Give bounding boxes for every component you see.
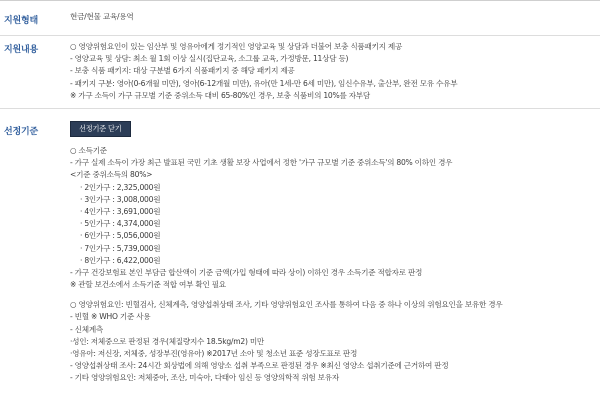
household-amount: · 2인가구 : 2,325,000원	[80, 182, 161, 192]
support-content-label: 지원내용	[4, 45, 38, 55]
support-type-text: 현금/현물 교육/용역	[70, 12, 134, 21]
content-line: ※ 가구 소득이 가구 규모별 기준 중위소득 대비 65-80%인 경우, 보충 식품비의 10%를 자부담	[70, 90, 370, 100]
content-line: ○ 영양위험요인이 있는 임산부 및 영유아에게 정기적인 영양교육 및 상담과 더불어 보충 식품패키지 제공	[70, 42, 403, 51]
risk-line: ·성인: 저체중으로 판정된 경우(체질량지수 18.5kg/m2) 미만	[70, 336, 265, 346]
content-line: - 패키지 구분: 영아(0-6개월 미만), 영아(6-12개월 미만), 유아(만 1세-만 6세 미만), 임신수유부, 출산부, 완전 모유 수유부	[70, 78, 458, 88]
household-amount: · 5인가구 : 4,374,000원	[80, 219, 161, 229]
risk-line: ○ 영양위험요인: 빈혈검사, 신체계측, 영양섭취상태 조사, 기타 영양위험요인 조사를 통하여 다음 중 하나 이상의 위험요인을 보유한 경우	[70, 300, 503, 310]
household-amount: · 7인가구 : 5,739,000원	[80, 243, 161, 253]
income-line: <기준 중위소득의 80%>	[70, 170, 153, 180]
criteria-body	[70, 121, 595, 385]
support-type-row	[0, 0, 600, 35]
household-amount: · 3인가구 : 3,008,000원	[80, 194, 161, 204]
criteria-row	[0, 109, 600, 400]
block-gap	[70, 291, 595, 299]
income-line: ○ 소득기준	[70, 146, 107, 155]
income-line: - 가구 실제 소득이 가장 최근 발표된 국민 기초 생활 보장 사업에서 정한 '가구 규모별 기준 중위소득'의 80% 이하인 경우	[70, 158, 453, 168]
support-type-value	[70, 11, 595, 23]
risk-line: - 영양섭취상태 조사: 24시간 회상법에 의해 영양소 섭취 부족으로 판정된 경우 ※최신 영양소 섭취기준에 근거하여 판정	[70, 361, 449, 371]
household-amount: · 4인가구 : 3,691,000원	[80, 206, 161, 216]
content-line: - 영양교육 및 상담: 최소 월 1회 이상 실시(집단교육, 소그룹 교육, 가정방문, 11상담 등)	[70, 54, 349, 64]
income-line: ※ 관할 보건소에서 소득기준 적합 여부 확인 필요	[70, 280, 226, 290]
risk-line: - 기타 영양위험요인: 저체중아, 조산, 미숙아, 다태아 임신 등 영양의학적 위험 보유자	[70, 373, 339, 383]
criteria-close-button[interactable]: 선정기준 닫기	[70, 121, 131, 137]
criteria-button-wrap	[70, 121, 595, 145]
risk-line: - 신체계측	[70, 324, 103, 334]
support-content-row	[0, 36, 600, 108]
content-line: - 보충 식품 패키지: 대상 구분별 6가지 식품패키지 중 해당 패키지 제공	[70, 66, 295, 76]
income-line: - 가구 건강보험료 본인 부담금 합산액이 기준 금액(가입 형태에 따라 상이) 이하인 경우 소득기준 적합자로 판정	[70, 267, 423, 277]
risk-line: ·영유아: 저신장, 저체중, 성장부진(영유아) ※2017년 소아 및 청소년 표준 성장도표로 판정	[70, 349, 358, 358]
household-amount: · 6인가구 : 5,056,000원	[80, 231, 161, 241]
risk-line: - 빈혈 ※ WHO 기준 사용	[70, 312, 151, 322]
household-amount: · 8인가구 : 6,422,000원	[80, 255, 161, 265]
criteria-label: 선정기준	[4, 127, 38, 137]
support-content-body	[70, 41, 595, 102]
support-type-label: 지원형태	[4, 16, 38, 26]
